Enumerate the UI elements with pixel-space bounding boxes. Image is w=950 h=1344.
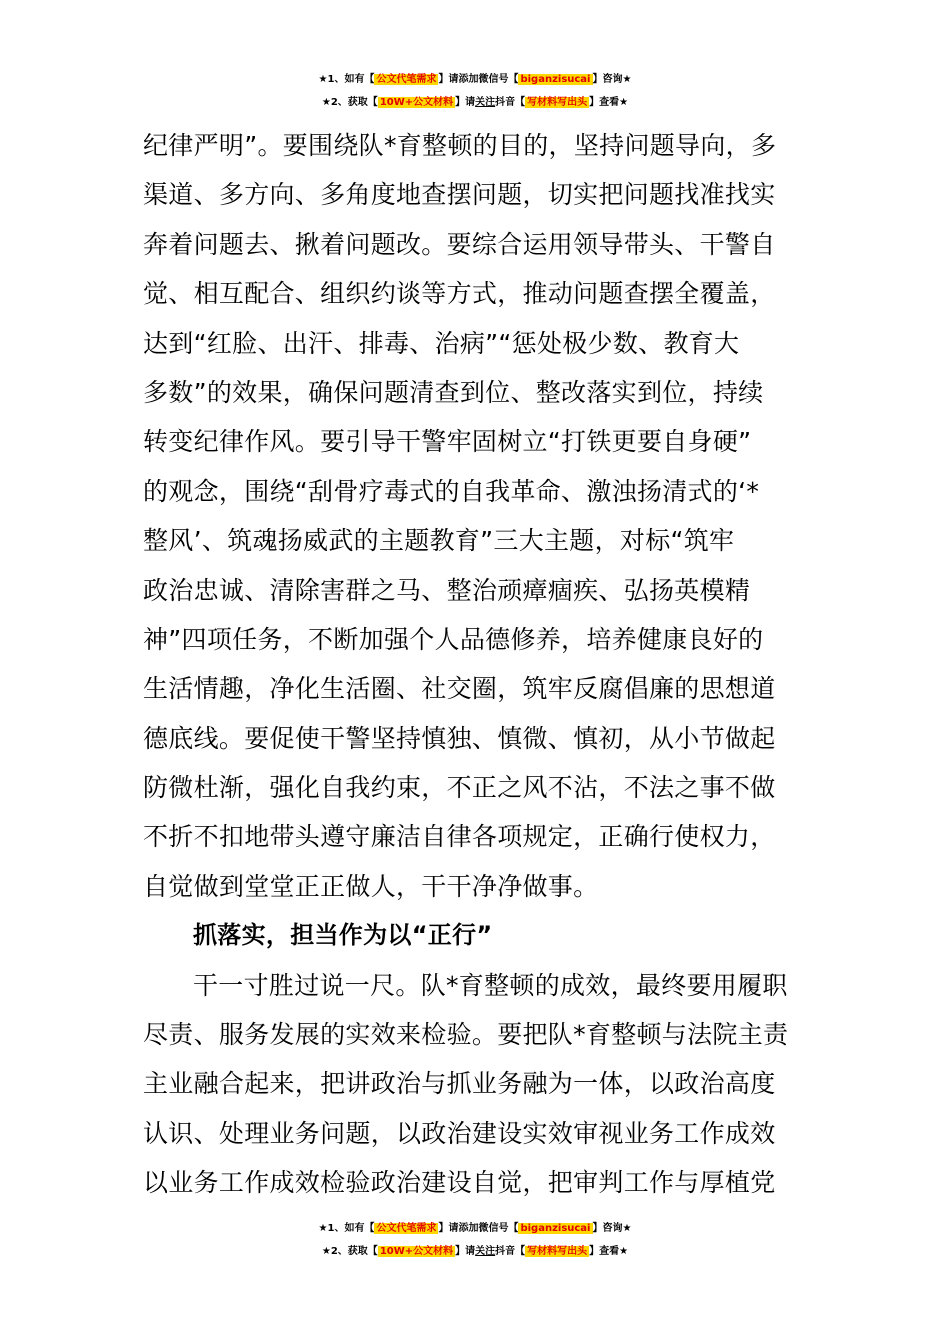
header-banner — [0, 68, 950, 114]
highlight-douyin-account: 写材料写出头 — [527, 97, 588, 108]
paragraph-line: 干一寸胜过说一尺。队*育整顿的成效，最终要用履职 — [193, 970, 788, 1000]
paragraph-line: 不折不扣地带头遵守廉洁自律各项规定，正确行使权力， — [143, 822, 776, 852]
paragraph-line: 认识、处理业务问题，以政治建设实效审视业务工作成效 — [143, 1118, 776, 1148]
banner-text: 】请 — [455, 97, 476, 108]
paragraph-line: 防微杜渐，强化自我约束，不正之风不沾，不法之事不做 — [143, 773, 776, 803]
highlight-wechat-id: biganzisucai — [520, 74, 591, 85]
paragraph-line: 觉、相互配合、组织约谈等方式，推动问题查摆全覆盖， — [143, 279, 776, 309]
banner-text: ★2、获取【 — [321, 1246, 378, 1257]
paragraph-line: 渠道、多方向、多角度地查摆问题，切实把问题找准找实 — [143, 180, 776, 210]
paragraph-line: 以业务工作成效检验政治建设自觉，把审判工作与厚植党 — [143, 1168, 776, 1198]
underlined-follow: 关注 — [475, 1246, 496, 1257]
highlight-douyin-account: 写材料写出头 — [527, 1246, 588, 1257]
paragraph-line: 转变纪律作风。要引导干警牢固树立“打铁更要自身硬” — [143, 427, 752, 457]
paragraph-line: 神”四项任务，不断加强个人品德修养，培养健康良好的 — [143, 624, 764, 654]
highlight-service: 公文代笔需求 — [376, 74, 437, 85]
paragraph-line: 整风’、筑魂扬威武的主题教育”三大主题，对标“筑牢 — [143, 526, 735, 556]
paragraph-line: 尽责、服务发展的实效来检验。要把队*育整顿与法院主责 — [143, 1020, 789, 1050]
section-heading: 抓落实，担当作为以“正行” — [193, 921, 493, 950]
paragraph-line: 的观念，围绕“刮骨疗毒式的自我革命、激浊扬清式的‘* — [143, 476, 760, 506]
banner-text: 抖音【 — [495, 97, 526, 108]
banner-text: 抖音【 — [495, 1246, 526, 1257]
banner-text: 】咨询★ — [592, 74, 632, 85]
paragraph-line: 生活情趣，净化生活圈、社交圈，筑牢反腐倡廉的思想道 — [143, 674, 776, 704]
banner-text: 】请 — [455, 1246, 476, 1257]
banner-line-1 — [0, 1217, 950, 1240]
highlight-wechat-id: biganzisucai — [520, 1223, 591, 1234]
paragraph-line: 主业融合起来，把讲政治与抓业务融为一体，以政治高度 — [143, 1069, 776, 1099]
document-body — [143, 121, 823, 1208]
paragraph-line: 政治忠诚、清除害群之马、整治顽瘴痼疾、弘扬英模精 — [143, 575, 751, 605]
banner-text: 】查看★ — [589, 97, 629, 108]
banner-line-2 — [0, 1240, 950, 1263]
banner-text: 】请添加微信号【 — [438, 74, 519, 85]
banner-text: ★1、如有【 — [318, 1223, 375, 1234]
underlined-follow: 关注 — [475, 97, 496, 108]
banner-text: ★2、获取【 — [321, 97, 378, 108]
highlight-service: 公文代笔需求 — [376, 1223, 437, 1234]
banner-text: 】查看★ — [589, 1246, 629, 1257]
highlight-materials: 10W+公文材料 — [379, 97, 454, 108]
banner-text: 】请添加微信号【 — [438, 1223, 519, 1234]
banner-text: 】咨询★ — [592, 1223, 632, 1234]
paragraph-line: 纪律严明”。要围绕队*育整顿的目的，坚持问题导向，多 — [143, 131, 777, 160]
paragraph-line: 德底线。要促使干警坚持慎独、慎微、慎初，从小节做起 — [143, 723, 776, 753]
paragraph-line: 自觉做到堂堂正正做人，干干净净做事。 — [143, 871, 599, 901]
paragraph-line: 达到“红脸、出汗、排毒、治病”“惩处极少数、教育大 — [143, 328, 740, 358]
banner-text: ★1、如有【 — [318, 74, 375, 85]
banner-line-1 — [0, 68, 950, 91]
footer-banner — [0, 1217, 950, 1263]
banner-line-2 — [0, 91, 950, 114]
highlight-materials: 10W+公文材料 — [379, 1246, 454, 1257]
paragraph-line: 奔着问题去、揪着问题改。要综合运用领导带头、干警自 — [143, 229, 776, 259]
paragraph-line: 多数”的效果，确保问题清查到位、整改落实到位，持续 — [143, 377, 764, 407]
